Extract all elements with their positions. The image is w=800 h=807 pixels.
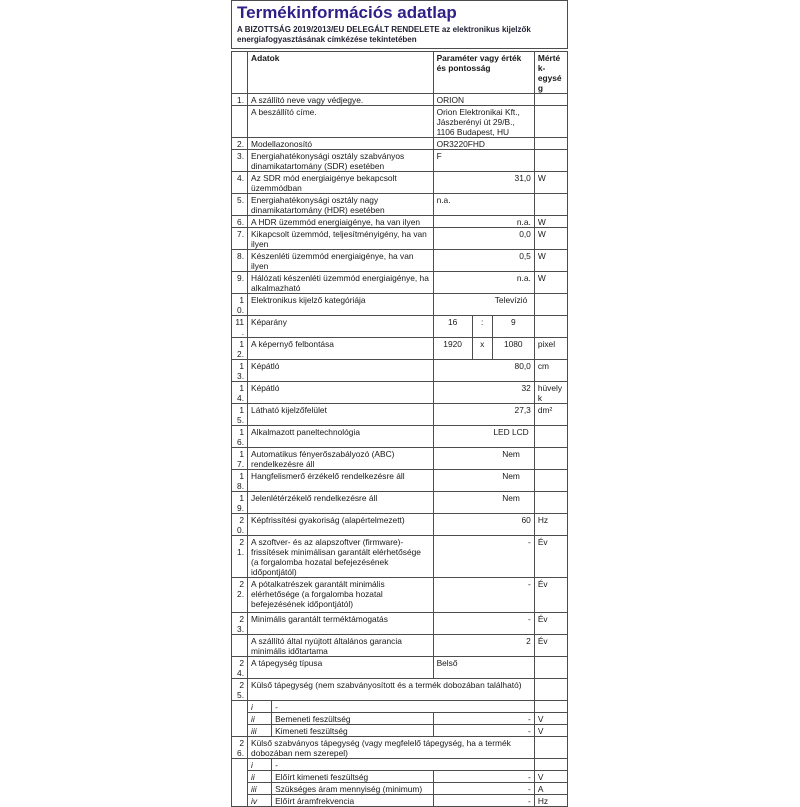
row-unit: Év — [534, 536, 567, 578]
table-row — [232, 250, 568, 272]
row-unit: W — [534, 250, 567, 272]
row-unit: V — [534, 713, 567, 725]
cell-value: Nem — [502, 471, 520, 481]
table-row — [232, 228, 568, 250]
row-label: Alkalmazott paneltechnológia — [248, 426, 434, 448]
row-value: - — [433, 713, 534, 725]
row-roman-numeral: i — [248, 759, 272, 771]
table-row — [232, 316, 568, 338]
row-label: Látható kijelzőfelület — [248, 404, 434, 426]
table-row — [232, 138, 568, 150]
document-page — [231, 0, 568, 807]
row-number: 4. — [232, 172, 248, 194]
row-label: Hálózati készenléti üzemmód energiaigénye, ha alkalmazható — [248, 272, 434, 294]
row-number: 19. — [232, 492, 248, 514]
row-label: Bemeneti feszültség — [272, 713, 433, 725]
row-number — [232, 106, 248, 138]
page-subtitle: A BIZOTTSÁG 2019/2013/EU DELEGÁLT RENDELETE az elektronikus kijelzők energiafogyasztásának címkézése tekintetében — [237, 25, 531, 44]
table-row — [232, 635, 568, 657]
row-roman-numeral: i — [248, 701, 272, 713]
table-row — [232, 338, 568, 360]
row-value: 31,0 — [433, 172, 534, 194]
table-row — [232, 470, 568, 492]
cell-value: LED LCD — [493, 427, 529, 437]
row-number: 16. — [232, 426, 248, 448]
header-adatok: Adatok — [248, 52, 434, 94]
row-value: F — [433, 150, 534, 172]
row-unit — [534, 759, 567, 771]
row-label: A beszállító címe. — [248, 106, 434, 138]
row-unit: A — [534, 783, 567, 795]
row-label: A szállító neve vagy védjegye. — [248, 94, 434, 106]
row-number: 8. — [232, 250, 248, 272]
row-number: 20. — [232, 514, 248, 536]
row-label: Elektronikus kijelző kategóriája — [248, 294, 434, 316]
row-label: Minimális garantált terméktámogatás — [248, 613, 434, 635]
table-row — [232, 150, 568, 172]
row-unit — [534, 470, 567, 492]
row-roman-numeral: iii — [248, 725, 272, 737]
table-header-row — [232, 52, 568, 94]
table-row — [232, 492, 568, 514]
row-number: 7. — [232, 228, 248, 250]
row-value — [433, 492, 534, 514]
row-number — [232, 701, 248, 737]
row-unit: W — [534, 172, 567, 194]
row-unit: pixel — [534, 338, 567, 360]
row-label: Energiahatékonysági osztály szabványos dinamikatartomány (SDR) esetében — [248, 150, 434, 172]
row-label: A képernyő felbontása — [248, 338, 434, 360]
row-unit: Év — [534, 578, 567, 613]
row-unit: hüvelyk — [534, 382, 567, 404]
table-row — [232, 783, 568, 795]
row-label: Hangfelismerő érzékelő rendelkezésre áll — [248, 470, 434, 492]
row-label: Kimeneti feszültség — [272, 725, 433, 737]
row-roman-numeral: ii — [248, 713, 272, 725]
row-value-b: 9 — [492, 316, 534, 338]
table-row — [232, 613, 568, 635]
row-value: - — [433, 578, 534, 613]
table-row — [232, 536, 568, 578]
row-unit: V — [534, 771, 567, 783]
row-value — [433, 294, 534, 316]
header-parameter: Paraméter vagy érték és pontosság — [433, 52, 534, 94]
row-number: 25. — [232, 679, 248, 701]
row-value: n.a. — [433, 216, 534, 228]
table-row — [232, 679, 568, 701]
table-row — [232, 426, 568, 448]
row-value: n.a. — [433, 272, 534, 294]
row-value — [433, 426, 534, 448]
table-row — [232, 404, 568, 426]
row-number: 11. — [232, 316, 248, 338]
table-row — [232, 382, 568, 404]
row-unit: W — [534, 228, 567, 250]
row-label: A HDR üzemmód energiaigénye, ha van ilyen — [248, 216, 434, 228]
table-row — [232, 713, 568, 725]
row-value — [433, 448, 534, 470]
row-label: Készenléti üzemmód energiaigénye, ha van ilyen — [248, 250, 434, 272]
row-unit: W — [534, 272, 567, 294]
row-label: Energiahatékonysági osztály nagy dinamikatartomány (HDR) esetében — [248, 194, 434, 216]
row-number: 15. — [232, 404, 248, 426]
row-label: Modellazonosító — [248, 138, 434, 150]
cell-value: Televízió — [494, 295, 528, 305]
row-unit — [534, 106, 567, 138]
page-title: Termékinformációs adatlap — [237, 3, 457, 22]
table-row — [232, 701, 568, 713]
row-value-separator: x — [472, 338, 492, 360]
row-unit — [534, 701, 567, 713]
row-value: - — [433, 783, 534, 795]
row-label: Automatikus fényerőszabályozó (ABC) rendelkezésre áll — [248, 448, 434, 470]
header-num-cell — [232, 52, 248, 94]
row-value-a: 16 — [433, 316, 472, 338]
row-number: 24. — [232, 657, 248, 679]
table-row — [232, 272, 568, 294]
row-label: Szükséges áram mennyiség (minimum) — [272, 783, 433, 795]
row-unit — [534, 426, 567, 448]
row-value: 0,0 — [433, 228, 534, 250]
table-row — [232, 737, 568, 759]
row-unit: W — [534, 216, 567, 228]
row-value: - — [433, 795, 534, 807]
row-label: A szoftver- és az alapszoftver (firmware)-frissítések minimálisan garantált elérhetősége (a forgalomba hozatal befejezésének időpontjától) — [248, 536, 434, 578]
row-unit — [534, 94, 567, 106]
table-row — [232, 294, 568, 316]
row-roman-numeral: iv — [248, 795, 272, 807]
product-table-body — [232, 94, 568, 807]
table-row — [232, 759, 568, 771]
row-value-b: 1080 — [492, 338, 534, 360]
row-label: Képarány — [248, 316, 434, 338]
row-number: 3. — [232, 150, 248, 172]
row-number: 26. — [232, 737, 248, 759]
row-label: Előírt kimeneti feszültség — [272, 771, 433, 783]
table-row — [232, 771, 568, 783]
title-box — [231, 0, 568, 49]
row-unit — [534, 138, 567, 150]
row-number: 2. — [232, 138, 248, 150]
row-number: 13. — [232, 360, 248, 382]
row-value: 80,0 — [433, 360, 534, 382]
row-number: 23. — [232, 613, 248, 635]
row-number: 10. — [232, 294, 248, 316]
row-label: Jelenlétérzékelő rendelkezésre áll — [248, 492, 434, 514]
row-value: - — [433, 536, 534, 578]
row-label: Képátló — [248, 382, 434, 404]
row-unit — [534, 657, 567, 679]
table-row — [232, 194, 568, 216]
row-number: 17. — [232, 448, 248, 470]
row-label: - — [272, 701, 535, 713]
row-label: Előírt áramfrekvencia — [272, 795, 433, 807]
row-label: Külső tápegység (nem szabványosított és a termék dobozában található) — [248, 679, 535, 701]
row-unit — [534, 150, 567, 172]
table-row — [232, 106, 568, 138]
header-unit: Mérték-egység — [534, 52, 567, 94]
row-unit — [534, 294, 567, 316]
row-unit — [534, 316, 567, 338]
table-row — [232, 360, 568, 382]
row-value: OR3220FHD — [433, 138, 534, 150]
table-row — [232, 448, 568, 470]
row-label: Képfrissítési gyakoriság (alapértelmezett) — [248, 514, 434, 536]
row-label: Képátló — [248, 360, 434, 382]
row-value-a: 1920 — [433, 338, 472, 360]
row-number: 1. — [232, 94, 248, 106]
table-row — [232, 725, 568, 737]
row-value: 60 — [433, 514, 534, 536]
row-label: Az SDR mód energiaigénye bekapcsolt üzemmódban — [248, 172, 434, 194]
row-label: - — [272, 759, 535, 771]
row-roman-numeral: iii — [248, 783, 272, 795]
table-row — [232, 172, 568, 194]
row-label: A tápegység típusa — [248, 657, 434, 679]
row-number — [232, 759, 248, 807]
row-unit: Hz — [534, 514, 567, 536]
row-number: 6. — [232, 216, 248, 228]
row-unit — [534, 448, 567, 470]
row-label: Kikapcsolt üzemmód, teljesítményigény, ha van ilyen — [248, 228, 434, 250]
row-unit — [534, 679, 567, 701]
row-number: 21. — [232, 536, 248, 578]
row-number: 9. — [232, 272, 248, 294]
row-number — [232, 635, 248, 657]
row-number: 12. — [232, 338, 248, 360]
row-value: - — [433, 771, 534, 783]
cell-value: Nem — [502, 449, 520, 459]
product-info-table — [231, 51, 568, 807]
row-roman-numeral: ii — [248, 771, 272, 783]
row-value: - — [433, 725, 534, 737]
table-row — [232, 795, 568, 807]
row-unit: Hz — [534, 795, 567, 807]
row-unit: cm — [534, 360, 567, 382]
row-unit: dm² — [534, 404, 567, 426]
row-value: ORION — [433, 94, 534, 106]
row-unit — [534, 492, 567, 514]
cell-value: Nem — [502, 493, 520, 503]
row-value: 32 — [433, 382, 534, 404]
row-number: 14. — [232, 382, 248, 404]
row-value: Orion Elektronikai Kft., Jászberényi út 29/B., 1106 Budapest, HU — [433, 106, 534, 138]
row-number: 22. — [232, 578, 248, 613]
table-row — [232, 578, 568, 613]
row-unit: Év — [534, 613, 567, 635]
row-label: A pótalkatrészek garantált minimális elérhetősége (a forgalomba hozatal befejezésének időpontjától) — [248, 578, 434, 613]
row-unit: V — [534, 725, 567, 737]
row-value: 27,3 — [433, 404, 534, 426]
row-unit: Év — [534, 635, 567, 657]
row-label: A szállító által nyújtott általános garancia minimális időtartama — [248, 635, 434, 657]
row-value-separator: : — [472, 316, 492, 338]
row-value: - — [433, 613, 534, 635]
table-row — [232, 514, 568, 536]
row-value: 0,5 — [433, 250, 534, 272]
table-row — [232, 94, 568, 106]
row-number: 5. — [232, 194, 248, 216]
row-value: n.a. — [433, 194, 534, 216]
row-label: Külső szabványos tápegység (vagy megfelelő tápegység, ha a termék dobozában nem szerepel) — [248, 737, 535, 759]
row-unit — [534, 194, 567, 216]
row-value: Belső — [433, 657, 534, 679]
row-number: 18. — [232, 470, 248, 492]
row-value — [433, 470, 534, 492]
table-row — [232, 216, 568, 228]
row-unit — [534, 737, 567, 759]
table-row — [232, 657, 568, 679]
row-value: 2 — [433, 635, 534, 657]
